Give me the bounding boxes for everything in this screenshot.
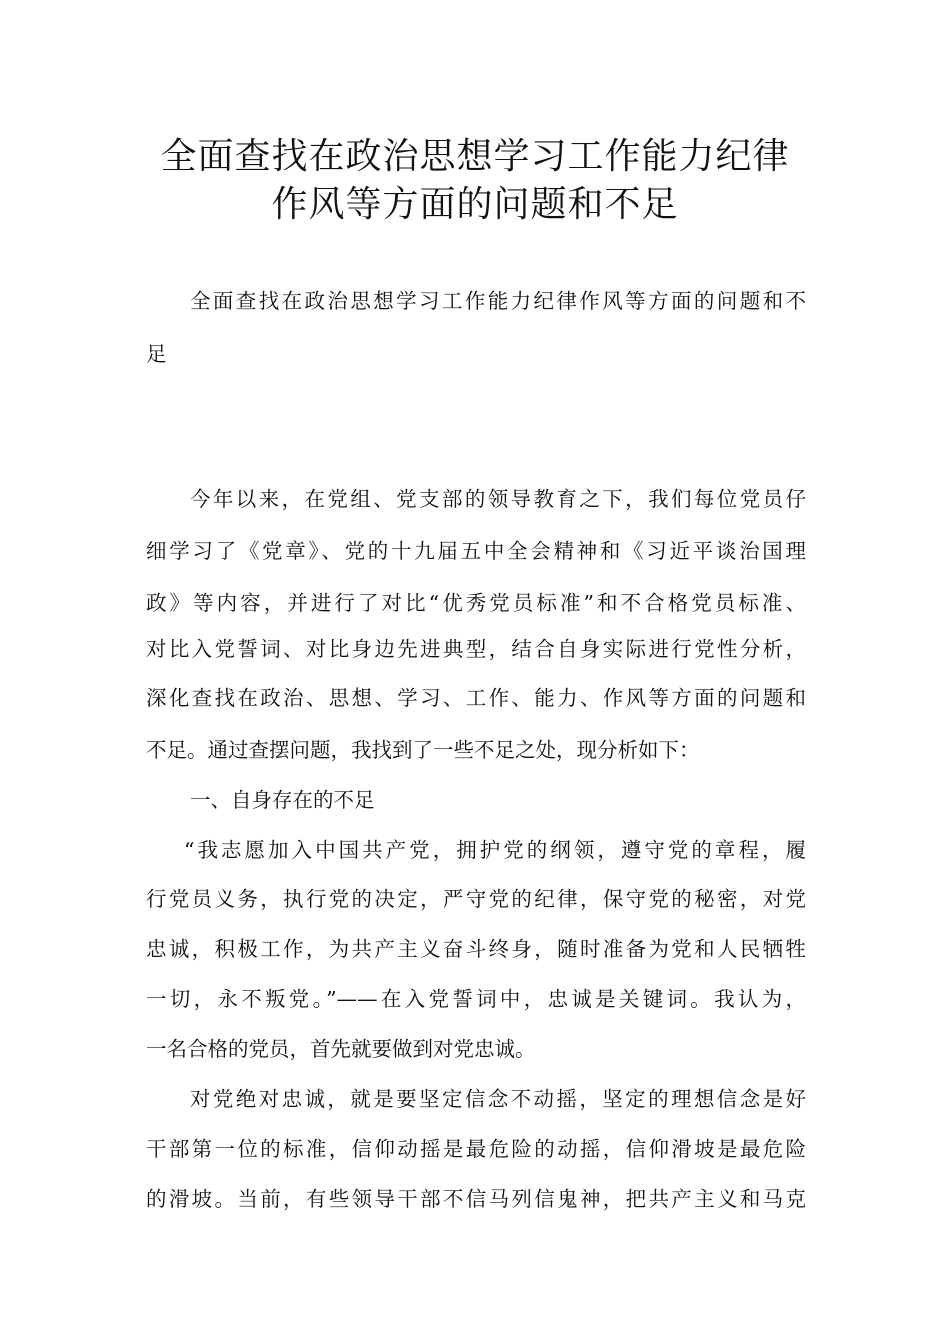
body-line: 今年以来，在党组、党支部的领导教育之下，我们每位党员仔	[190, 487, 806, 511]
body-line: 的滑坡。当前，有些领导干部不信马列信鬼神，把共产主义和马克	[146, 1187, 806, 1211]
section-heading: 一、自身存在的不足	[190, 788, 375, 812]
body-line: 对党绝对忠诚，就是要坚定信念不动摇，坚定的理想信念是好	[190, 1087, 806, 1111]
title-line-1: 全面查找在政治思想学习工作能力纪律	[160, 136, 790, 177]
body-line: 一名合格的党员，首先就要做到对党忠诚。	[146, 1037, 536, 1061]
body-line: 不足。通过查摆问题，我找到了一些不足之处，现分析如下：	[146, 738, 700, 762]
title-line-2: 作风等方面的问题和不足	[271, 184, 679, 225]
body-line: 深化查找在政治、思想、学习、工作、能力、作风等方面的问题和	[146, 686, 806, 710]
body-line: 一切，永不叛党。”——在入党誓词中，忠诚是关键词。我认为，	[146, 987, 806, 1011]
subtitle-line-2: 足	[146, 342, 167, 366]
body-line: 细学习了《党章》、党的十九届五中全会精神和《习近平谈治国理	[146, 539, 806, 563]
body-line: 干部第一位的标准，信仰动摇是最危险的动摇，信仰滑坡是最危险	[146, 1137, 806, 1161]
body-line: 行党员义务，执行党的决定，严守党的纪律，保守党的秘密，对党	[146, 887, 806, 911]
subtitle-line-1: 全面查找在政治思想学习工作能力纪律作风等方面的问题和不	[190, 289, 806, 313]
body-line: “我志愿加入中国共产党，拥护党的纲领，遵守党的章程，履	[184, 838, 806, 862]
body-line: 忠诚，积极工作，为共产主义奋斗终身，随时准备为党和人民牺牲	[146, 937, 806, 961]
body-line: 对比入党誓词、对比身边先进典型，结合自身实际进行党性分析，	[146, 637, 806, 661]
body-line: 政》等内容，并进行了对比“优秀党员标准”和不合格党员标准、	[146, 591, 806, 615]
